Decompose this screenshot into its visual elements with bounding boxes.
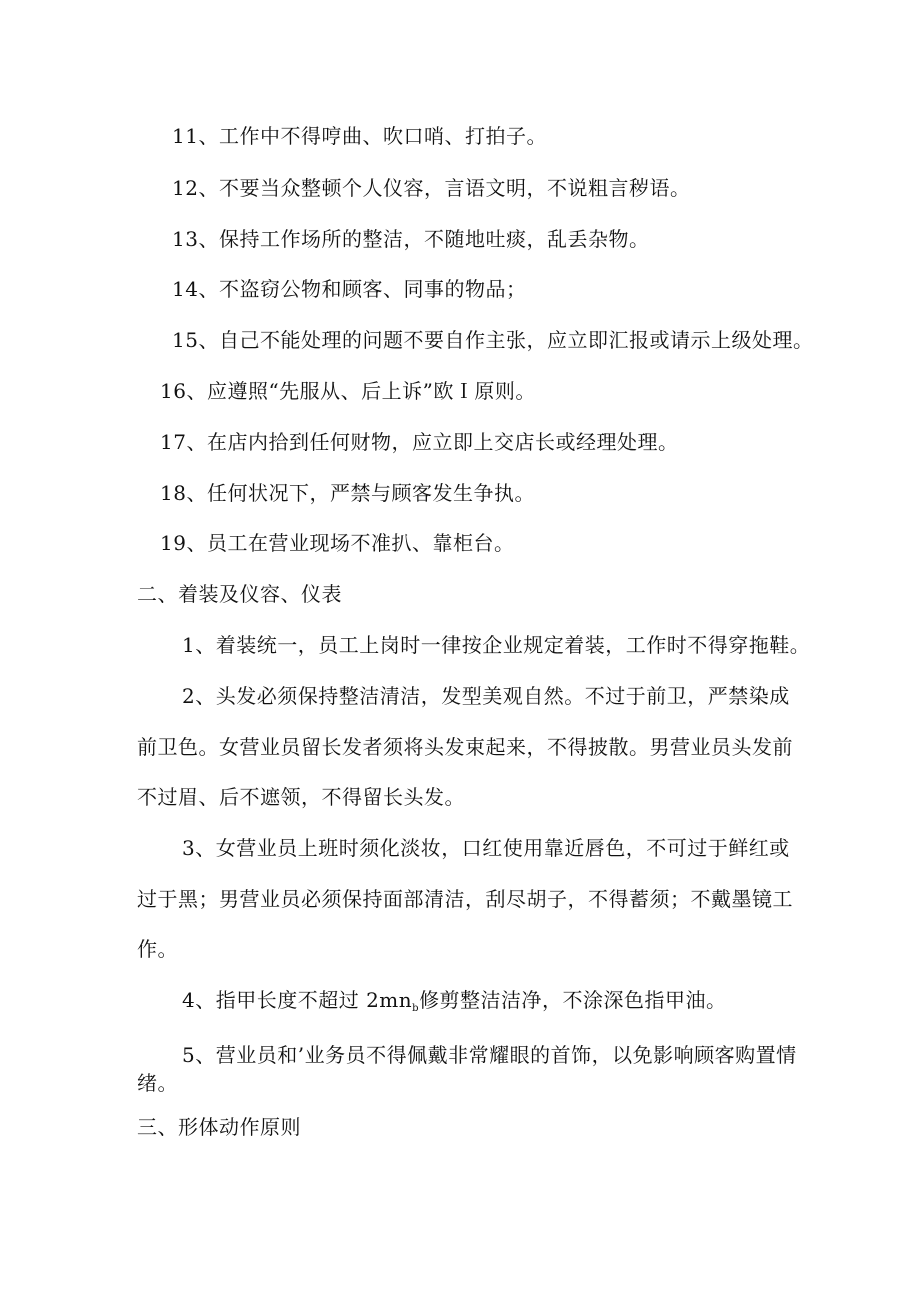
attire-item-2-line-2: 前卫色。女营业员留长发者须将头发束起来，不得披散。男营业员头发前 — [137, 735, 793, 759]
rule-15: 15、自己不能处理的问题不要自作主张，应立即汇报或请示上级处理。 — [172, 328, 814, 352]
attire-item-4-text-after: 修剪整洁洁净，不涂深色指甲油。 — [419, 988, 727, 1012]
attire-item-2-line-1: 2、头发必须保持整洁清洁，发型美观自然。不过于前卫，严禁染成 — [182, 684, 790, 708]
attire-item-5-line-1: 5、营业员和’业务员不得佩戴非常耀眼的首饰，以免影响顾客购置情 — [182, 1043, 797, 1067]
rule-17: 17、在店内拾到任何财物，应立即上交店长或经理处理。 — [160, 430, 679, 454]
attire-item-1: 1、着装统一，员工上岗时一律按企业规定着装，工作时不得穿拖鞋。 — [182, 633, 811, 657]
rule-16: 16、应遵照“先服从、后上诉”欧Ｉ原则。 — [160, 379, 536, 403]
attire-item-2-line-3: 不过眉、后不遮领，不得留长头发。 — [137, 785, 465, 809]
attire-item-3-line-2: 过于黑；男营业员必须保持面部清洁，刮尽胡子，不得蓄须；不戴墨镜工 — [137, 887, 793, 911]
section-heading-posture: 三、形体动作原则 — [137, 1115, 301, 1139]
attire-item-4 — [182, 988, 727, 1021]
attire-item-4-subscript: b — [412, 1003, 420, 1014]
rule-13: 13、保持工作场所的整洁，不随地吐痰，乱丢杂物。 — [172, 227, 650, 251]
rule-19: 19、员工在营业现场不准扒、靠柜台。 — [160, 531, 515, 555]
section-heading-attire: 二、着装及仪容、仪表 — [137, 582, 342, 606]
attire-item-3-line-1: 3、女营业员上班时须化淡妆，口红使用靠近唇色，不可过于鲜红或 — [182, 836, 790, 860]
rule-14: 14、不盗窃公物和顾客、同事的物品； — [172, 277, 527, 301]
rule-18: 18、任何状况下，严禁与顾客发生争执。 — [160, 481, 535, 505]
rule-12: 12、不要当众整顿个人仪容，言语文明，不说粗言秽语。 — [172, 176, 691, 200]
attire-item-5-line-2: 绪。 — [137, 1071, 178, 1095]
attire-item-3-line-3: 作。 — [137, 937, 178, 961]
attire-item-4-text-before: 4、指甲长度不超过 2mn — [182, 988, 413, 1012]
rule-11: 11、工作中不得哼曲、吹口哨、打拍子。 — [172, 124, 547, 148]
